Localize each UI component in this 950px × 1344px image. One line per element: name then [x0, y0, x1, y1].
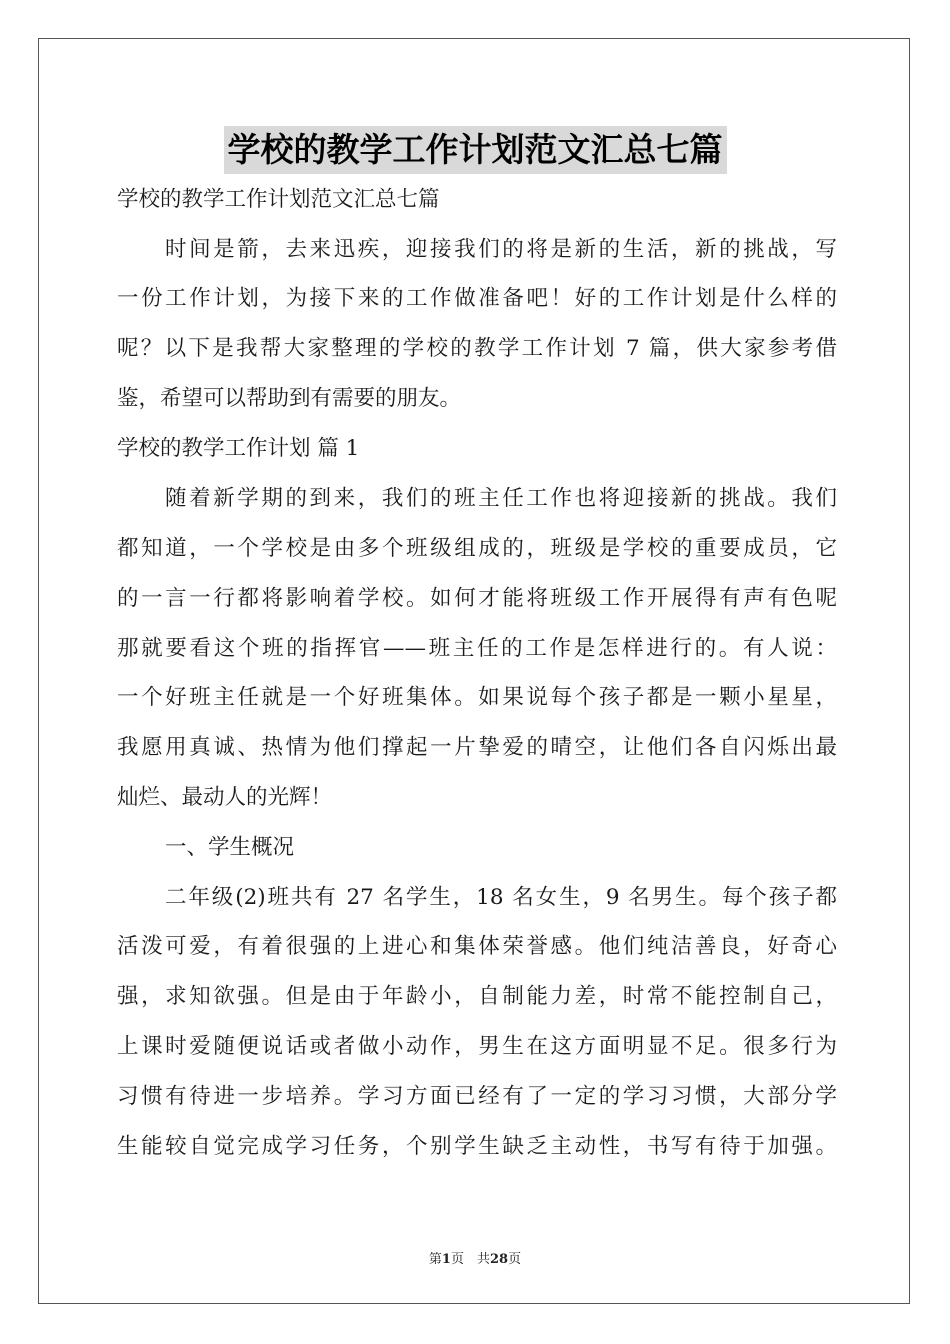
- body-line: 强，求知欲强。但是由于年龄小，自制能力差，时常不能控制自己，: [117, 984, 837, 1009]
- document-subtitle: 学校的教学工作计划范文汇总七篇: [117, 187, 440, 212]
- footer-prefix: 第: [428, 1252, 442, 1267]
- document-title: 学校的教学工作计划范文汇总七篇: [224, 126, 727, 174]
- footer-page-number: 1: [441, 1252, 451, 1267]
- intro-line: 呢？以下是我帮大家整理的学校的教学工作计划 7 篇，供大家参考借: [117, 336, 837, 361]
- body-line: 随着新学期的到来，我们的班主任工作也将迎接新的挑战。我们: [165, 486, 837, 511]
- body-line: 那就要看这个班的指挥官——班主任的工作是怎样进行的。有人说：: [117, 636, 837, 661]
- document-title-wrap: [0, 126, 950, 174]
- body-line: 都知道，一个学校是由多个班级组成的，班级是学校的重要成员，它: [117, 536, 837, 561]
- subheading: 一、学生概况: [165, 835, 295, 860]
- intro-line: 鉴，希望可以帮助到有需要的朋友。: [117, 386, 462, 411]
- footer-suffix: 页: [508, 1252, 522, 1267]
- body-line: 活泼可爱，有着很强的上进心和集体荣誉感。他们纯洁善良，好奇心: [117, 934, 837, 959]
- footer-mid: 页 共: [450, 1252, 490, 1267]
- body-line: 习惯有待进一步培养。学习方面已经有了一定的学习习惯，大部分学: [117, 1084, 837, 1109]
- body-line: 生能较自觉完成学习任务，个别学生缺乏主动性，书写有待于加强。: [117, 1134, 837, 1159]
- intro-line: 时间是箭，去来迅疾，迎接我们的将是新的生活，新的挑战，写: [165, 237, 837, 262]
- page-border: [38, 38, 910, 1304]
- intro-line: 一份工作计划，为接下来的工作做准备吧！好的工作计划是什么样的: [117, 286, 837, 311]
- body-line: 二年级(2)班共有 27 名学生，18 名女生，9 名男生。每个孩子都: [165, 885, 837, 910]
- body-line: 一个好班主任就是一个好班集体。如果说每个孩子都是一颗小星星，: [117, 685, 837, 710]
- body-line: 的一言一行都将影响着学校。如何才能将班级工作开展得有声有色呢: [117, 586, 837, 611]
- body-line: 我愿用真诚、热情为他们撑起一片挚爱的晴空，让他们各自闪烁出最: [117, 735, 837, 760]
- body-line: 灿烂、最动人的光辉！: [117, 785, 333, 810]
- page-footer: [0, 1248, 950, 1267]
- footer-total-pages: 28: [489, 1252, 509, 1267]
- body-line: 上课时爱随便说话或者做小动作，男生在这方面明显不足。很多行为: [117, 1034, 837, 1059]
- section-heading: 学校的教学工作计划 篇 1: [117, 436, 360, 461]
